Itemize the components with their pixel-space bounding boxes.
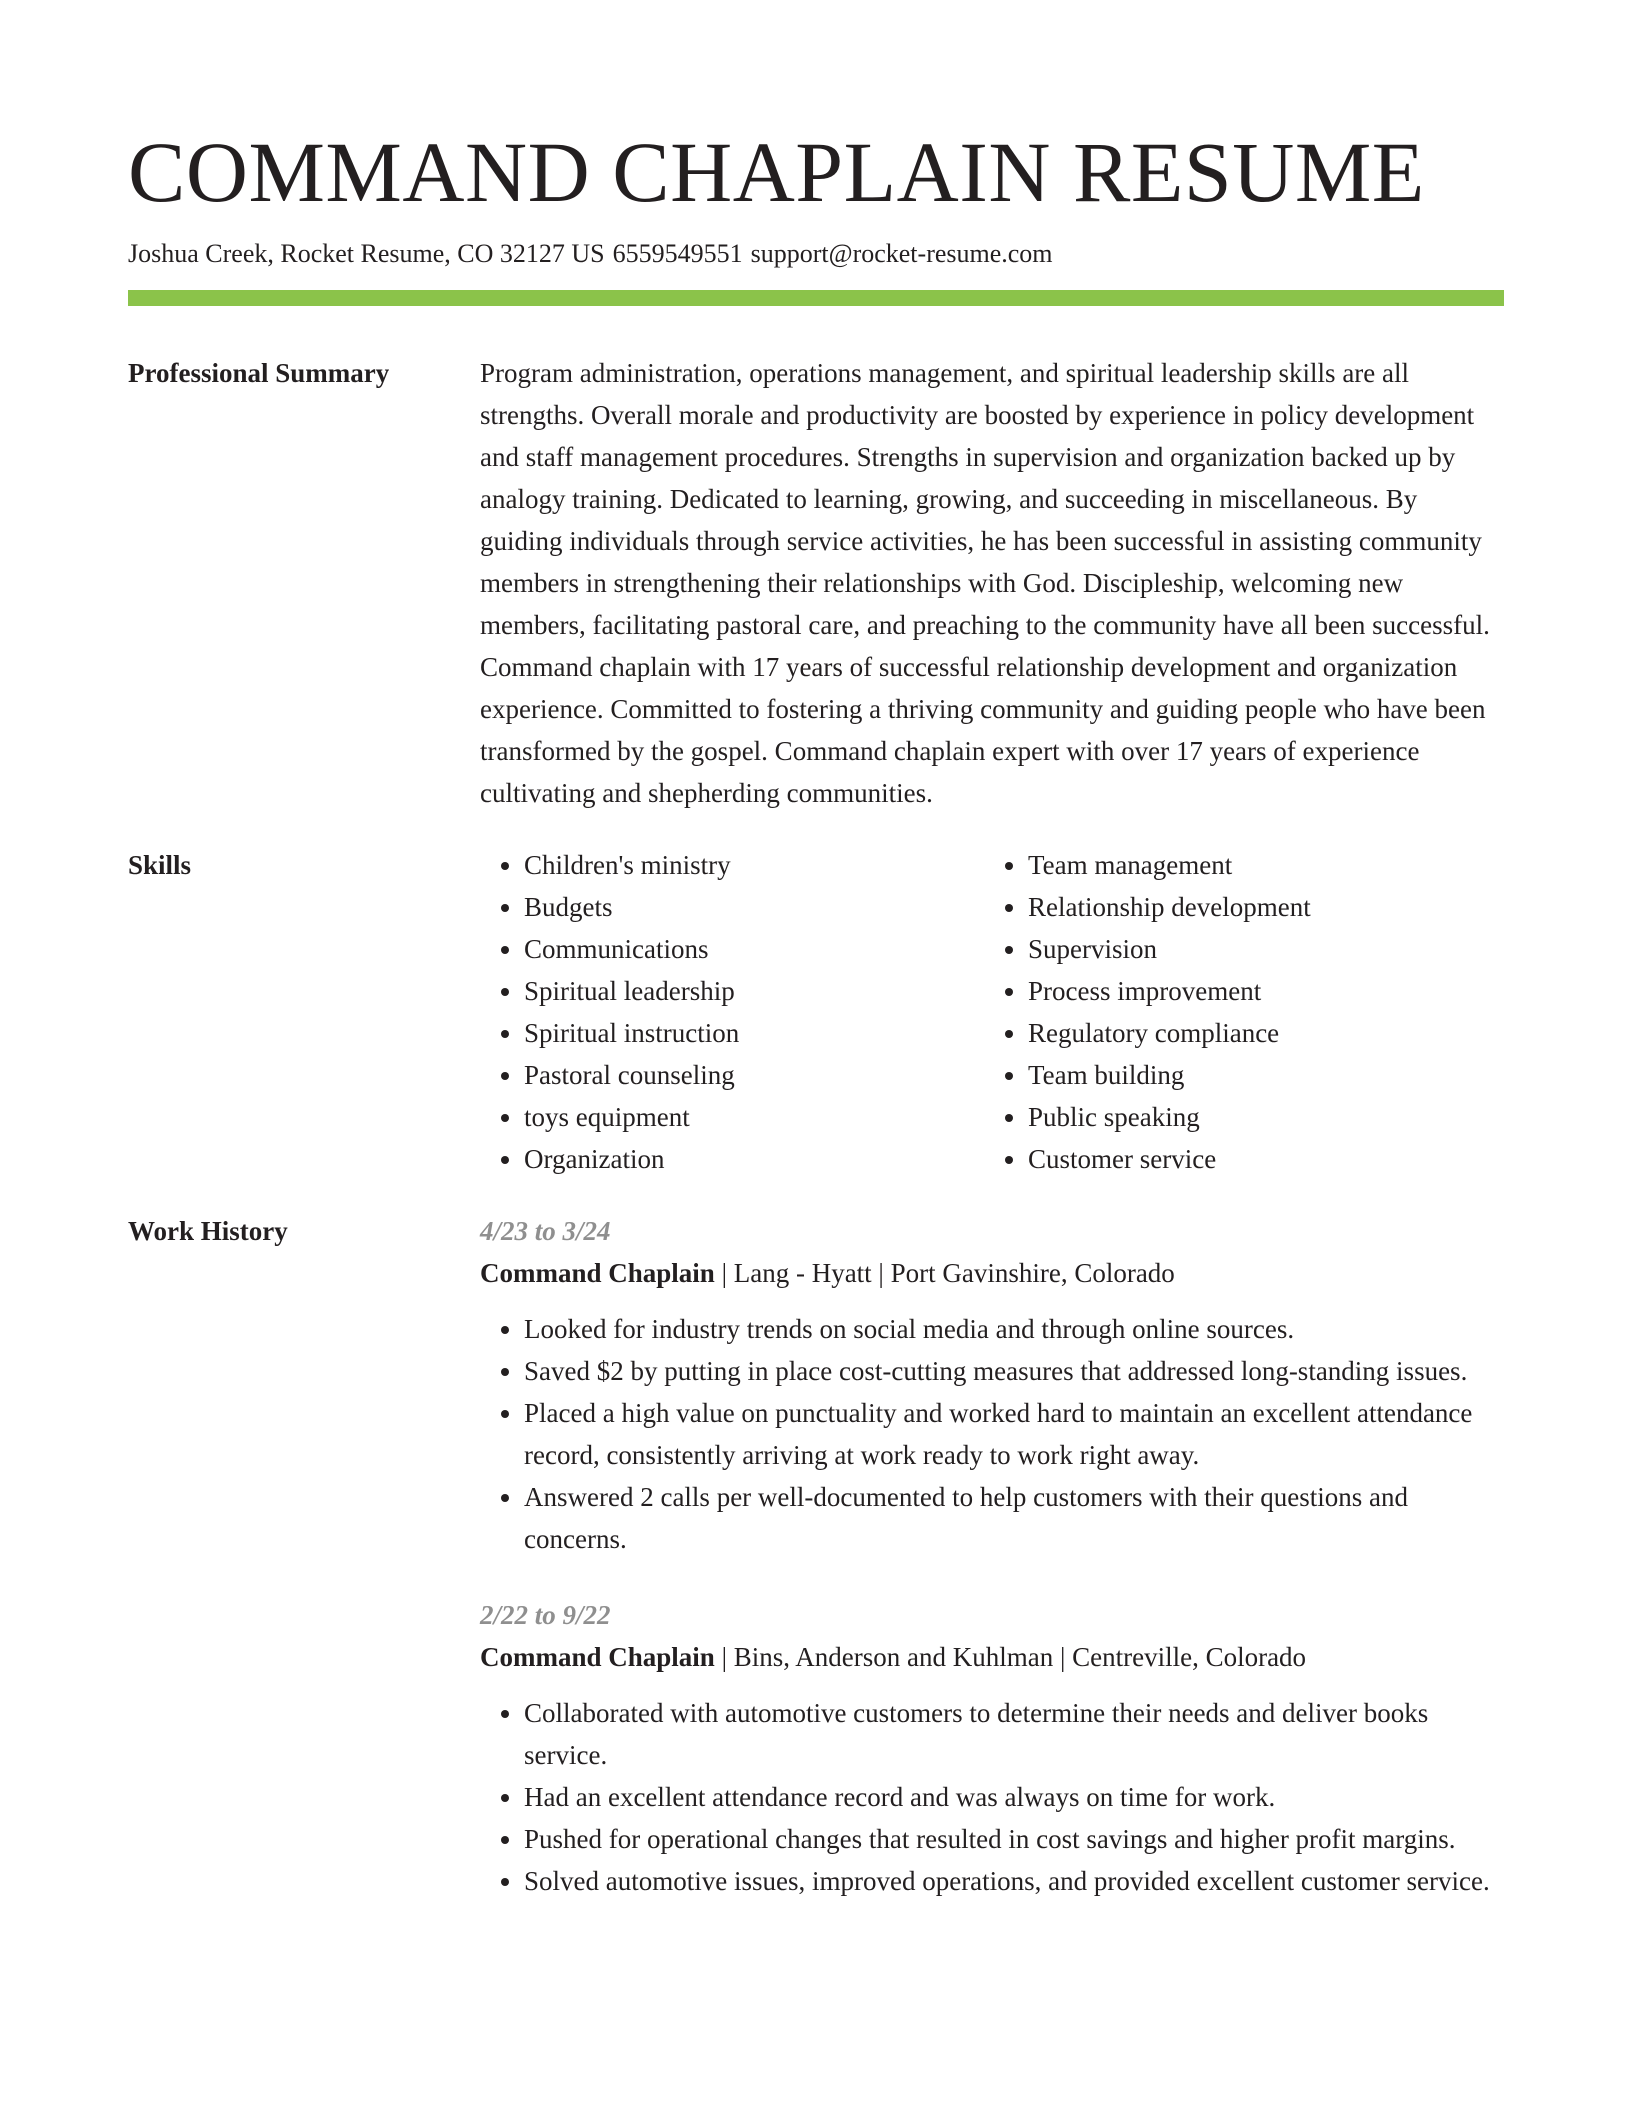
work-history-body xyxy=(480,1210,1504,1936)
skills-list-left xyxy=(480,844,984,1180)
job-bullet: • Answered 2 calls per well-documented to help customers with their questions and concerns. xyxy=(524,1476,1504,1560)
job-entry xyxy=(480,1210,1504,1560)
skill-item: • Process improvement xyxy=(1028,970,1488,1012)
work-history-section xyxy=(128,1210,1504,1936)
summary-body xyxy=(480,352,1504,814)
job-dates: 2/22 to 9/22 xyxy=(480,1600,611,1630)
skill-item: • Team building xyxy=(1028,1054,1488,1096)
skill-item: • Spiritual leadership xyxy=(524,970,984,1012)
skills-list-right xyxy=(984,844,1488,1180)
job-bullet: • Placed a high value on punctuality and worked hard to maintain an excellent attendance record, consistently arriving at work ready to work right away. xyxy=(524,1392,1504,1476)
job-bullet: • Looked for industry trends on social media and through online sources. xyxy=(524,1308,1504,1350)
summary-section xyxy=(128,352,1504,814)
job-title: Command Chaplain xyxy=(480,1258,715,1288)
job-heading xyxy=(480,1252,1504,1294)
summary-label: Professional Summary xyxy=(128,358,390,388)
job-bullet: • Had an excellent attendance record and was always on time for work. xyxy=(524,1776,1504,1818)
skills-body xyxy=(480,844,1504,1180)
skill-item: • Organization xyxy=(524,1138,984,1180)
skill-item: • Budgets xyxy=(524,886,984,928)
skill-item: • Relationship development xyxy=(1028,886,1488,928)
summary-text: Program administration, operations management, and spiritual leadership skills are all strengths. Overall morale and productivity are boosted by experience in policy development and staff management procedures. Strengths in supervision and organization backed up by analogy training. Dedicated to learning, growing, and succeeding in miscellaneous. By guiding individuals through service activities, he has been successful in assisting community members in strengthening their relationships with God. Discipleship, welcoming new members, facilitating pastoral care, and preaching to the community have all been successful. Command chaplain with 17 years of successful relationship development and organization experience. Committed to fostering a thriving community and guiding people who have been transformed by the gospel. Command chaplain expert with over 17 years of experience cultivating and shepherding communities. xyxy=(480,358,1490,808)
job-bullet: • Solved automotive issues, improved operations, and provided excellent customer service. xyxy=(524,1860,1504,1902)
job-heading xyxy=(480,1636,1504,1678)
job-details: | Bins, Anderson and Kuhlman | Centreville, Colorado xyxy=(714,1642,1307,1672)
contact-phone: 6559549551 xyxy=(612,239,743,268)
skill-item: • Supervision xyxy=(1028,928,1488,970)
job-bullet: • Collaborated with automotive customers to determine their needs and deliver books service. xyxy=(524,1692,1504,1776)
contact-email: support@rocket-resume.com xyxy=(750,239,1053,268)
work-history-label: Work History xyxy=(128,1216,288,1246)
job-details: | Lang - Hyatt | Port Gavinshire, Colorado xyxy=(714,1258,1175,1288)
skill-item: • toys equipment xyxy=(524,1096,984,1138)
skill-item: • Customer service xyxy=(1028,1138,1488,1180)
contact-address: Joshua Creek, Rocket Resume, CO 32127 US xyxy=(128,239,605,268)
skills-label: Skills xyxy=(128,850,192,880)
job-bullet: • Pushed for operational changes that resulted in cost savings and higher profit margins. xyxy=(524,1818,1504,1860)
skill-item: • Team management xyxy=(1028,844,1488,886)
skill-item: • Regulatory compliance xyxy=(1028,1012,1488,1054)
job-entry xyxy=(480,1594,1504,1902)
job-title: Command Chaplain xyxy=(480,1642,715,1672)
header-divider xyxy=(128,290,1504,306)
skill-item: • Communications xyxy=(524,928,984,970)
contact-line xyxy=(128,236,1504,272)
skill-item: • Pastoral counseling xyxy=(524,1054,984,1096)
job-bullet: • Saved $2 by putting in place cost-cutting measures that addressed long-standing issues. xyxy=(524,1350,1504,1392)
skill-item: • Children's ministry xyxy=(524,844,984,886)
resume-title: COMMAND CHAPLAIN RESUME xyxy=(128,124,1425,220)
skills-section xyxy=(128,844,1504,1180)
job-dates: 4/23 to 3/24 xyxy=(480,1216,611,1246)
job-bullets xyxy=(480,1692,1504,1902)
job-bullets xyxy=(480,1308,1504,1560)
skill-item: • Spiritual instruction xyxy=(524,1012,984,1054)
skill-item: • Public speaking xyxy=(1028,1096,1488,1138)
